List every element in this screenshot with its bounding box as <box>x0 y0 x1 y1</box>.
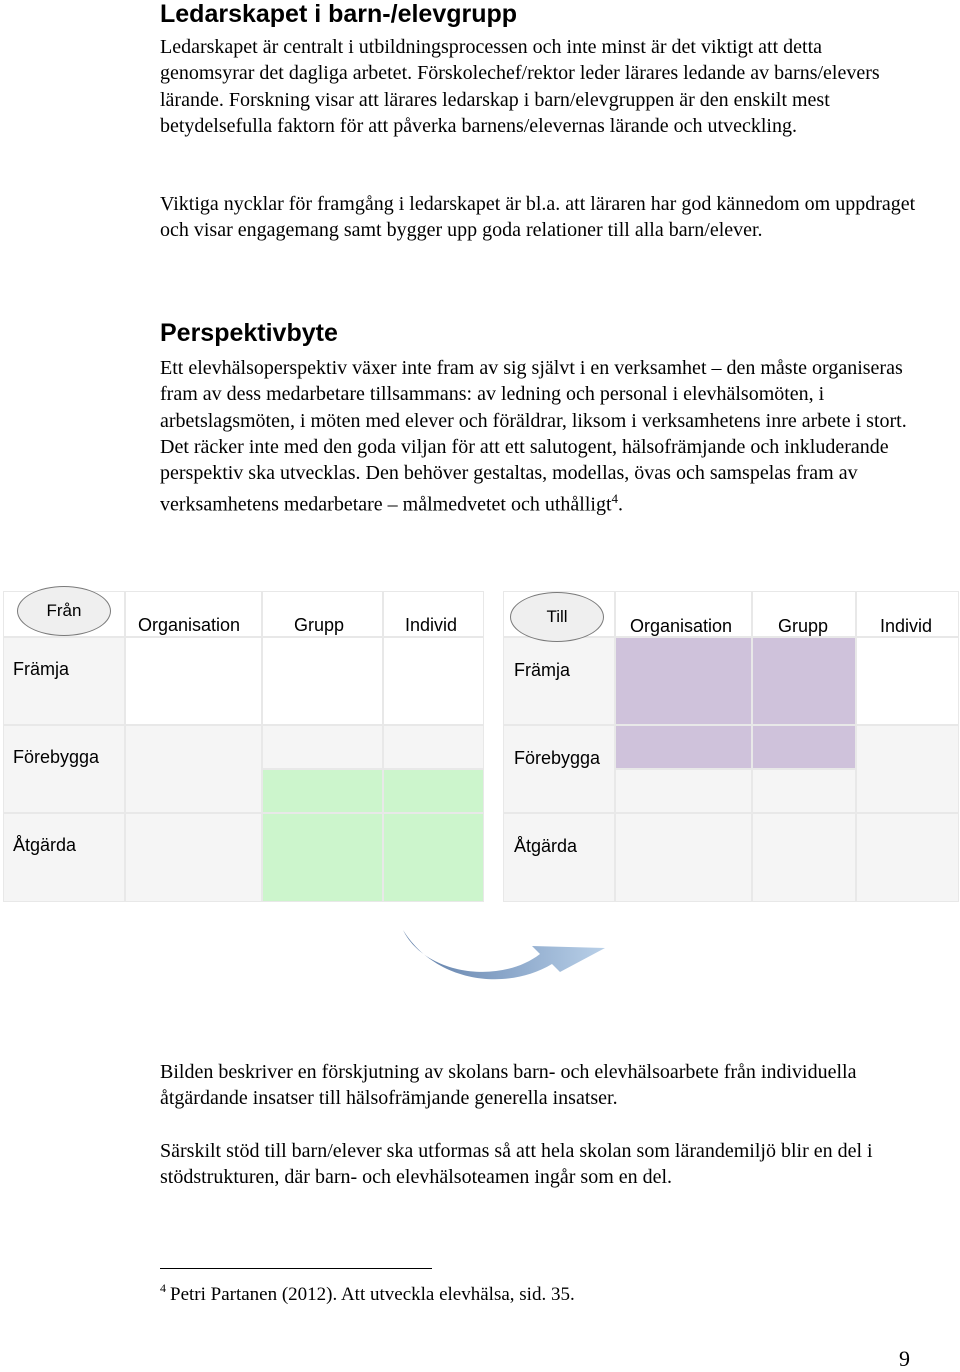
paragraph-diagram-description: Bilden beskriver en förskjutning av skolans barn- och elevhälsoarbete från individuella åtgärdande insatser till hälsofrämjande generella insatser. <box>160 1061 857 1110</box>
footnote-text: Petri Partanen (2012). Att utveckla elevhälsa, sid. 35. <box>170 1284 575 1305</box>
paragraph-ledarskapet-1: Ledarskapet är centralt i utbildningsprocessen och inte minst är det viktigt att detta genomsyrar det dagliga arbetet. Förskolechef/rektor leder lärares ledande av barns/elevers lärande. Forskning visar att lärares ledarskap i barn/elevgruppen är den enskilt mest betydelsefulla faktorn för att påverka barnens/elevernas lärande och utveckling. <box>160 36 880 137</box>
from-cell <box>126 638 261 724</box>
from-cell <box>263 638 382 724</box>
from-row-forebygga: Förebygga <box>13 747 100 767</box>
paragraph-sarskilt-stod: Särskilt stöd till barn/elever ska utformas så att hela skolan som lärandemiljö blir en del i stödstrukturen, där barn- och elevhälsoteamen ingår som en del. <box>160 1140 873 1189</box>
to-highlight-cell <box>753 726 855 768</box>
to-cell <box>857 726 958 812</box>
footnote <box>160 1281 575 1306</box>
from-row-framja: Främja <box>13 659 70 679</box>
to-highlight-cell <box>616 726 751 768</box>
to-cell <box>857 638 958 724</box>
shift-arrow-icon <box>395 920 615 980</box>
to-cell <box>857 814 958 901</box>
from-highlight-cell <box>384 814 483 901</box>
to-cell <box>616 770 751 812</box>
to-row-atgarda: Åtgärda <box>514 836 578 856</box>
from-oval: Från <box>17 586 111 636</box>
section-heading-ledarskapet: Ledarskapet i barn-/elevgrupp <box>160 0 518 28</box>
paragraph-perspektivbyte-end: . <box>618 494 623 517</box>
paragraph-perspektivbyte-text: Ett elevhälsoperspektiv växer inte fram av sig självt i en verksamhet – den måste organiseras fram av dess medarbetare tillsammans: av ledning och personal i elevhälsomöten, i arbetslagsmöten, i möten med elever och föräldrar, liksom i verksamhetens inre arbete i stort. Det räcker inte med den goda viljan för att ett salutogent, hälsofrämjande och inkluderande perspektiv ska utvecklas. Den behöver gestaltas, modellas, övas och samspelas fram av verksamhetens medarbetare – målmedvetet och uthålligt <box>160 357 907 517</box>
from-cell <box>126 726 261 812</box>
to-row-forebygga: Förebygga <box>514 748 601 768</box>
from-highlight-cell <box>263 814 382 901</box>
from-highlight-cell <box>263 770 382 812</box>
to-row-label-cell <box>504 726 614 812</box>
from-row-label-cell <box>4 814 124 901</box>
footnote-number: 4 <box>160 1281 166 1295</box>
from-cell <box>126 814 261 901</box>
from-matrix <box>3 591 484 902</box>
to-row-label-cell <box>504 638 614 724</box>
section-heading-perspektivbyte: Perspektivbyte <box>160 319 338 347</box>
from-column-individ: Individ <box>405 615 458 635</box>
to-column-organisation: Organisation <box>630 616 733 636</box>
to-oval: Till <box>510 592 604 642</box>
to-row-framja: Främja <box>514 660 571 680</box>
from-row-atgarda: Åtgärda <box>13 835 77 855</box>
from-cell <box>384 638 483 724</box>
paragraph-perspektivbyte <box>160 355 920 518</box>
from-highlight-cell <box>384 770 483 812</box>
page-number: 9 <box>899 1346 910 1371</box>
to-highlight-cell <box>753 638 855 724</box>
from-column-organisation: Organisation <box>138 615 241 635</box>
to-column-grupp: Grupp <box>778 616 829 636</box>
to-cell <box>753 770 855 812</box>
from-row-label-cell <box>4 638 124 724</box>
to-cell <box>753 814 855 901</box>
paragraph-ledarskapet-2: Viktiga nycklar för framgång i ledarskapet är bl.a. att läraren har god kännedom om uppdraget och visar engagemang samt bygger upp goda relationer till alla barn/elever. <box>160 193 916 242</box>
to-highlight-cell <box>616 638 751 724</box>
to-cell <box>616 814 751 901</box>
from-cell <box>263 726 382 768</box>
to-column-individ: Individ <box>880 616 933 636</box>
footnote-reference: 4 <box>611 491 618 507</box>
footnote-divider <box>160 1268 432 1269</box>
from-cell <box>384 726 483 768</box>
from-column-grupp: Grupp <box>294 615 345 635</box>
to-row-label-cell <box>504 814 614 901</box>
from-row-label-cell <box>4 726 124 812</box>
